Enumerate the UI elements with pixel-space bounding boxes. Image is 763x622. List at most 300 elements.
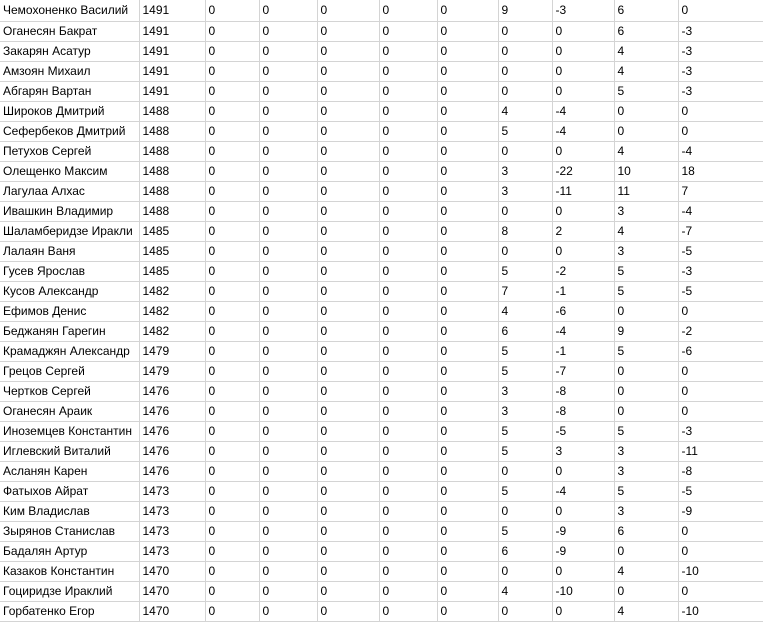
value-cell[interactable]: 0: [614, 102, 678, 122]
value-cell[interactable]: 0: [259, 282, 317, 302]
value-cell[interactable]: 0: [205, 442, 259, 462]
value-cell[interactable]: 0: [437, 402, 498, 422]
value-cell[interactable]: 0: [205, 262, 259, 282]
value-cell[interactable]: 1479: [139, 362, 205, 382]
value-cell[interactable]: 5: [498, 442, 552, 462]
value-cell[interactable]: 0: [437, 522, 498, 542]
value-cell[interactable]: -9: [552, 542, 614, 562]
name-cell[interactable]: Казаков Константин: [0, 562, 139, 582]
value-cell[interactable]: 4: [498, 102, 552, 122]
value-cell[interactable]: -6: [552, 302, 614, 322]
value-cell[interactable]: 0: [498, 202, 552, 222]
value-cell[interactable]: 0: [379, 142, 437, 162]
value-cell[interactable]: 0: [552, 62, 614, 82]
value-cell[interactable]: 0: [205, 542, 259, 562]
value-cell[interactable]: 1476: [139, 402, 205, 422]
value-cell[interactable]: 1491: [139, 22, 205, 42]
name-cell[interactable]: Ивашкин Владимир: [0, 202, 139, 222]
value-cell[interactable]: 0: [259, 262, 317, 282]
value-cell[interactable]: 0: [317, 342, 379, 362]
name-cell[interactable]: Чертков Сергей: [0, 382, 139, 402]
value-cell[interactable]: 3: [498, 382, 552, 402]
value-cell[interactable]: 0: [205, 162, 259, 182]
value-cell[interactable]: 4: [498, 582, 552, 602]
value-cell[interactable]: 0: [552, 22, 614, 42]
name-cell[interactable]: Иглевский Виталий: [0, 442, 139, 462]
value-cell[interactable]: 0: [317, 22, 379, 42]
value-cell[interactable]: 0: [205, 362, 259, 382]
value-cell[interactable]: 0: [317, 522, 379, 542]
value-cell[interactable]: 0: [379, 122, 437, 142]
value-cell[interactable]: 0: [379, 242, 437, 262]
value-cell[interactable]: 0: [379, 62, 437, 82]
value-cell[interactable]: 4: [614, 222, 678, 242]
value-cell[interactable]: -11: [678, 442, 763, 462]
value-cell[interactable]: 0: [379, 222, 437, 242]
value-cell[interactable]: 0: [379, 502, 437, 522]
value-cell[interactable]: 0: [678, 402, 763, 422]
value-cell[interactable]: -3: [678, 42, 763, 62]
value-cell[interactable]: 0: [498, 62, 552, 82]
value-cell[interactable]: 0: [498, 142, 552, 162]
value-cell[interactable]: 0: [437, 122, 498, 142]
value-cell[interactable]: 0: [259, 162, 317, 182]
value-cell[interactable]: -9: [552, 522, 614, 542]
name-cell[interactable]: Гусев Ярослав: [0, 262, 139, 282]
value-cell[interactable]: 0: [678, 102, 763, 122]
value-cell[interactable]: 0: [317, 462, 379, 482]
value-cell[interactable]: -11: [552, 182, 614, 202]
value-cell[interactable]: 5: [498, 522, 552, 542]
value-cell[interactable]: 0: [259, 362, 317, 382]
name-cell[interactable]: Закарян Асатур: [0, 42, 139, 62]
value-cell[interactable]: 0: [437, 462, 498, 482]
value-cell[interactable]: 0: [259, 602, 317, 622]
value-cell[interactable]: 0: [259, 122, 317, 142]
value-cell[interactable]: 0: [379, 342, 437, 362]
value-cell[interactable]: 0: [379, 362, 437, 382]
value-cell[interactable]: 0: [379, 102, 437, 122]
value-cell[interactable]: -3: [678, 22, 763, 42]
value-cell[interactable]: 0: [437, 342, 498, 362]
value-cell[interactable]: -10: [552, 582, 614, 602]
value-cell[interactable]: 0: [614, 302, 678, 322]
value-cell[interactable]: 0: [379, 402, 437, 422]
value-cell[interactable]: 6: [614, 0, 678, 22]
value-cell[interactable]: 1482: [139, 282, 205, 302]
value-cell[interactable]: 0: [259, 102, 317, 122]
value-cell[interactable]: 0: [259, 462, 317, 482]
value-cell[interactable]: 0: [437, 602, 498, 622]
value-cell[interactable]: 3: [498, 402, 552, 422]
name-cell[interactable]: Лалаян Ваня: [0, 242, 139, 262]
value-cell[interactable]: 0: [317, 282, 379, 302]
value-cell[interactable]: -5: [552, 422, 614, 442]
value-cell[interactable]: -1: [552, 282, 614, 302]
value-cell[interactable]: 0: [259, 0, 317, 22]
value-cell[interactable]: 0: [379, 322, 437, 342]
value-cell[interactable]: 1473: [139, 542, 205, 562]
value-cell[interactable]: -4: [678, 142, 763, 162]
value-cell[interactable]: 3: [614, 502, 678, 522]
value-cell[interactable]: 1470: [139, 602, 205, 622]
value-cell[interactable]: 1488: [139, 102, 205, 122]
name-cell[interactable]: Оганесян Араик: [0, 402, 139, 422]
value-cell[interactable]: 0: [317, 422, 379, 442]
value-cell[interactable]: 3: [498, 162, 552, 182]
value-cell[interactable]: 0: [437, 582, 498, 602]
value-cell[interactable]: 3: [614, 242, 678, 262]
value-cell[interactable]: 5: [614, 342, 678, 362]
value-cell[interactable]: 0: [259, 42, 317, 62]
value-cell[interactable]: 0: [205, 202, 259, 222]
name-cell[interactable]: Иноземцев Константин: [0, 422, 139, 442]
value-cell[interactable]: 9: [614, 322, 678, 342]
value-cell[interactable]: 0: [498, 82, 552, 102]
value-cell[interactable]: 0: [317, 602, 379, 622]
value-cell[interactable]: 0: [205, 602, 259, 622]
value-cell[interactable]: 10: [614, 162, 678, 182]
value-cell[interactable]: -4: [678, 202, 763, 222]
value-cell[interactable]: 0: [205, 382, 259, 402]
value-cell[interactable]: 3: [552, 442, 614, 462]
value-cell[interactable]: 0: [205, 502, 259, 522]
value-cell[interactable]: -3: [552, 0, 614, 22]
value-cell[interactable]: 0: [259, 302, 317, 322]
name-cell[interactable]: Чемохоненко Василий: [0, 0, 139, 22]
value-cell[interactable]: -4: [552, 122, 614, 142]
value-cell[interactable]: 1491: [139, 82, 205, 102]
value-cell[interactable]: 0: [259, 502, 317, 522]
value-cell[interactable]: -4: [552, 322, 614, 342]
name-cell[interactable]: Ким Владислав: [0, 502, 139, 522]
value-cell[interactable]: 0: [317, 202, 379, 222]
name-cell[interactable]: Асланян Карен: [0, 462, 139, 482]
value-cell[interactable]: 0: [379, 162, 437, 182]
value-cell[interactable]: 0: [614, 122, 678, 142]
value-cell[interactable]: 4: [614, 562, 678, 582]
value-cell[interactable]: 0: [259, 322, 317, 342]
value-cell[interactable]: -7: [678, 222, 763, 242]
value-cell[interactable]: 0: [259, 242, 317, 262]
value-cell[interactable]: 0: [317, 362, 379, 382]
value-cell[interactable]: 0: [678, 582, 763, 602]
value-cell[interactable]: 0: [552, 82, 614, 102]
value-cell[interactable]: 0: [379, 182, 437, 202]
value-cell[interactable]: 6: [614, 522, 678, 542]
value-cell[interactable]: 0: [317, 442, 379, 462]
value-cell[interactable]: 0: [437, 282, 498, 302]
value-cell[interactable]: 0: [205, 462, 259, 482]
value-cell[interactable]: 5: [498, 262, 552, 282]
value-cell[interactable]: -8: [678, 462, 763, 482]
value-cell[interactable]: 1491: [139, 0, 205, 22]
value-cell[interactable]: 0: [678, 122, 763, 142]
value-cell[interactable]: 3: [614, 202, 678, 222]
value-cell[interactable]: 4: [498, 302, 552, 322]
value-cell[interactable]: 0: [437, 22, 498, 42]
value-cell[interactable]: 2: [552, 222, 614, 242]
value-cell[interactable]: 0: [259, 382, 317, 402]
value-cell[interactable]: 0: [317, 102, 379, 122]
value-cell[interactable]: 0: [437, 222, 498, 242]
value-cell[interactable]: 1485: [139, 222, 205, 242]
value-cell[interactable]: 0: [259, 562, 317, 582]
value-cell[interactable]: 0: [205, 482, 259, 502]
name-cell[interactable]: Фатыхов Айрат: [0, 482, 139, 502]
value-cell[interactable]: 0: [437, 422, 498, 442]
value-cell[interactable]: 0: [437, 42, 498, 62]
value-cell[interactable]: 0: [437, 262, 498, 282]
value-cell[interactable]: 11: [614, 182, 678, 202]
value-cell[interactable]: 1476: [139, 382, 205, 402]
value-cell[interactable]: 0: [259, 62, 317, 82]
value-cell[interactable]: 4: [614, 602, 678, 622]
value-cell[interactable]: 5: [614, 82, 678, 102]
value-cell[interactable]: -1: [552, 342, 614, 362]
value-cell[interactable]: 1470: [139, 582, 205, 602]
value-cell[interactable]: 0: [678, 302, 763, 322]
value-cell[interactable]: -5: [678, 242, 763, 262]
value-cell[interactable]: 0: [317, 502, 379, 522]
value-cell[interactable]: 0: [678, 362, 763, 382]
value-cell[interactable]: 0: [205, 142, 259, 162]
value-cell[interactable]: 5: [614, 282, 678, 302]
value-cell[interactable]: 0: [552, 142, 614, 162]
value-cell[interactable]: 5: [498, 122, 552, 142]
name-cell[interactable]: Крамаджян Александр: [0, 342, 139, 362]
name-cell[interactable]: Ефимов Денис: [0, 302, 139, 322]
value-cell[interactable]: -6: [678, 342, 763, 362]
value-cell[interactable]: 0: [205, 282, 259, 302]
value-cell[interactable]: 1470: [139, 562, 205, 582]
value-cell[interactable]: 0: [552, 242, 614, 262]
value-cell[interactable]: 0: [205, 522, 259, 542]
value-cell[interactable]: 0: [317, 82, 379, 102]
value-cell[interactable]: 0: [317, 62, 379, 82]
value-cell[interactable]: 0: [205, 0, 259, 22]
value-cell[interactable]: 0: [317, 262, 379, 282]
name-cell[interactable]: Абгарян Вартан: [0, 82, 139, 102]
value-cell[interactable]: 0: [379, 282, 437, 302]
value-cell[interactable]: 0: [614, 542, 678, 562]
value-cell[interactable]: 3: [614, 462, 678, 482]
value-cell[interactable]: -10: [678, 562, 763, 582]
value-cell[interactable]: 0: [498, 602, 552, 622]
name-cell[interactable]: Оганесян Бакрат: [0, 22, 139, 42]
value-cell[interactable]: 18: [678, 162, 763, 182]
value-cell[interactable]: 0: [205, 222, 259, 242]
value-cell[interactable]: 0: [437, 362, 498, 382]
value-cell[interactable]: 0: [552, 502, 614, 522]
value-cell[interactable]: 0: [379, 0, 437, 22]
value-cell[interactable]: 0: [317, 222, 379, 242]
value-cell[interactable]: 0: [379, 582, 437, 602]
value-cell[interactable]: 3: [614, 442, 678, 462]
value-cell[interactable]: 0: [379, 42, 437, 62]
value-cell[interactable]: 1485: [139, 262, 205, 282]
value-cell[interactable]: 0: [614, 402, 678, 422]
value-cell[interactable]: 0: [317, 242, 379, 262]
value-cell[interactable]: 5: [498, 422, 552, 442]
name-cell[interactable]: Олещенко Максим: [0, 162, 139, 182]
value-cell[interactable]: 0: [498, 242, 552, 262]
value-cell[interactable]: -5: [678, 482, 763, 502]
value-cell[interactable]: 0: [317, 182, 379, 202]
value-cell[interactable]: -3: [678, 82, 763, 102]
value-cell[interactable]: 0: [379, 522, 437, 542]
value-cell[interactable]: 0: [317, 382, 379, 402]
value-cell[interactable]: 1491: [139, 62, 205, 82]
value-cell[interactable]: 0: [552, 42, 614, 62]
value-cell[interactable]: -5: [678, 282, 763, 302]
name-cell[interactable]: Кусов Александр: [0, 282, 139, 302]
value-cell[interactable]: 0: [317, 122, 379, 142]
value-cell[interactable]: 0: [205, 562, 259, 582]
value-cell[interactable]: 0: [259, 202, 317, 222]
value-cell[interactable]: 0: [259, 422, 317, 442]
value-cell[interactable]: -4: [552, 482, 614, 502]
value-cell[interactable]: -22: [552, 162, 614, 182]
value-cell[interactable]: -9: [678, 502, 763, 522]
value-cell[interactable]: 0: [205, 82, 259, 102]
value-cell[interactable]: -2: [678, 322, 763, 342]
value-cell[interactable]: 0: [379, 482, 437, 502]
value-cell[interactable]: 0: [205, 42, 259, 62]
value-cell[interactable]: 0: [379, 202, 437, 222]
name-cell[interactable]: Горбатенко Егор: [0, 602, 139, 622]
value-cell[interactable]: 1476: [139, 442, 205, 462]
value-cell[interactable]: 0: [205, 422, 259, 442]
value-cell[interactable]: 1473: [139, 482, 205, 502]
value-cell[interactable]: 0: [259, 442, 317, 462]
value-cell[interactable]: 0: [317, 142, 379, 162]
value-cell[interactable]: 0: [437, 0, 498, 22]
value-cell[interactable]: 0: [259, 182, 317, 202]
value-cell[interactable]: -8: [552, 382, 614, 402]
value-cell[interactable]: 6: [498, 542, 552, 562]
value-cell[interactable]: 0: [379, 442, 437, 462]
value-cell[interactable]: 0: [259, 222, 317, 242]
value-cell[interactable]: 0: [205, 182, 259, 202]
value-cell[interactable]: 0: [379, 462, 437, 482]
value-cell[interactable]: 0: [317, 582, 379, 602]
value-cell[interactable]: 1482: [139, 322, 205, 342]
value-cell[interactable]: 0: [552, 602, 614, 622]
value-cell[interactable]: 0: [259, 402, 317, 422]
value-cell[interactable]: 7: [498, 282, 552, 302]
value-cell[interactable]: 0: [437, 302, 498, 322]
value-cell[interactable]: 1473: [139, 522, 205, 542]
value-cell[interactable]: 0: [552, 562, 614, 582]
value-cell[interactable]: 0: [437, 142, 498, 162]
value-cell[interactable]: 0: [437, 542, 498, 562]
value-cell[interactable]: 3: [498, 182, 552, 202]
value-cell[interactable]: 0: [678, 0, 763, 22]
value-cell[interactable]: 0: [437, 102, 498, 122]
value-cell[interactable]: 0: [317, 162, 379, 182]
value-cell[interactable]: -3: [678, 422, 763, 442]
value-cell[interactable]: 0: [379, 382, 437, 402]
name-cell[interactable]: Петухов Сергей: [0, 142, 139, 162]
value-cell[interactable]: 5: [614, 482, 678, 502]
value-cell[interactable]: 0: [379, 562, 437, 582]
value-cell[interactable]: 0: [498, 462, 552, 482]
value-cell[interactable]: -3: [678, 62, 763, 82]
value-cell[interactable]: 1476: [139, 462, 205, 482]
value-cell[interactable]: 0: [317, 482, 379, 502]
value-cell[interactable]: -7: [552, 362, 614, 382]
name-cell[interactable]: Широков Дмитрий: [0, 102, 139, 122]
value-cell[interactable]: 0: [259, 82, 317, 102]
value-cell[interactable]: 1488: [139, 182, 205, 202]
value-cell[interactable]: 0: [437, 162, 498, 182]
value-cell[interactable]: 0: [259, 582, 317, 602]
name-cell[interactable]: Зырянов Станислав: [0, 522, 139, 542]
value-cell[interactable]: 1476: [139, 422, 205, 442]
value-cell[interactable]: 0: [205, 322, 259, 342]
value-cell[interactable]: 0: [437, 242, 498, 262]
value-cell[interactable]: 0: [379, 602, 437, 622]
value-cell[interactable]: 0: [205, 302, 259, 322]
value-cell[interactable]: 0: [379, 22, 437, 42]
value-cell[interactable]: 6: [498, 322, 552, 342]
value-cell[interactable]: 0: [678, 382, 763, 402]
value-cell[interactable]: 9: [498, 0, 552, 22]
value-cell[interactable]: 0: [317, 542, 379, 562]
value-cell[interactable]: 0: [317, 322, 379, 342]
name-cell[interactable]: Бадалян Артур: [0, 542, 139, 562]
value-cell[interactable]: 0: [614, 582, 678, 602]
value-cell[interactable]: -8: [552, 402, 614, 422]
value-cell[interactable]: 0: [205, 102, 259, 122]
value-cell[interactable]: 1482: [139, 302, 205, 322]
value-cell[interactable]: 0: [437, 202, 498, 222]
value-cell[interactable]: 0: [437, 482, 498, 502]
value-cell[interactable]: 0: [552, 462, 614, 482]
value-cell[interactable]: 0: [259, 342, 317, 362]
value-cell[interactable]: 1473: [139, 502, 205, 522]
value-cell[interactable]: 5: [498, 342, 552, 362]
value-cell[interactable]: 5: [614, 422, 678, 442]
value-cell[interactable]: 0: [205, 582, 259, 602]
value-cell[interactable]: 1479: [139, 342, 205, 362]
value-cell[interactable]: 0: [437, 562, 498, 582]
value-cell[interactable]: 0: [678, 542, 763, 562]
name-cell[interactable]: Амзоян Михаил: [0, 62, 139, 82]
name-cell[interactable]: Беджанян Гарегин: [0, 322, 139, 342]
value-cell[interactable]: 0: [498, 562, 552, 582]
value-cell[interactable]: 0: [437, 442, 498, 462]
value-cell[interactable]: 0: [614, 362, 678, 382]
value-cell[interactable]: 0: [379, 422, 437, 442]
value-cell[interactable]: 0: [379, 82, 437, 102]
value-cell[interactable]: -10: [678, 602, 763, 622]
name-cell[interactable]: Гоциридзе Ираклий: [0, 582, 139, 602]
value-cell[interactable]: 0: [205, 122, 259, 142]
value-cell[interactable]: 0: [317, 0, 379, 22]
value-cell[interactable]: 0: [205, 342, 259, 362]
value-cell[interactable]: -4: [552, 102, 614, 122]
value-cell[interactable]: 5: [614, 262, 678, 282]
value-cell[interactable]: -3: [678, 262, 763, 282]
value-cell[interactable]: 0: [379, 262, 437, 282]
name-cell[interactable]: Шаламберидзе Иракли: [0, 222, 139, 242]
value-cell[interactable]: 0: [437, 502, 498, 522]
value-cell[interactable]: 0: [498, 22, 552, 42]
value-cell[interactable]: 0: [437, 382, 498, 402]
value-cell[interactable]: 7: [678, 182, 763, 202]
